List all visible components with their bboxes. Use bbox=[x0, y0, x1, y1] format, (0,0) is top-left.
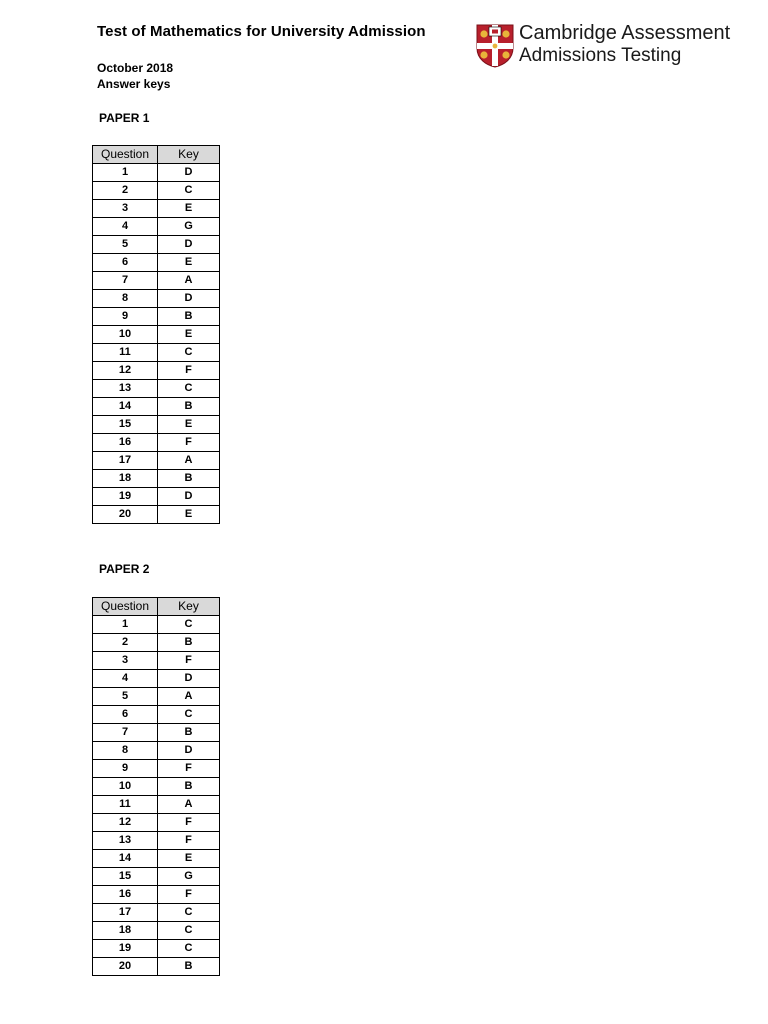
answer-key-cell: E bbox=[158, 200, 220, 218]
answer-key-cell: A bbox=[158, 796, 220, 814]
table-row bbox=[93, 652, 220, 670]
question-number-cell: 7 bbox=[93, 724, 158, 742]
answer-key-cell: B bbox=[158, 958, 220, 976]
question-number-cell: 4 bbox=[93, 670, 158, 688]
question-number-cell: 12 bbox=[93, 814, 158, 832]
answer-key-cell: F bbox=[158, 760, 220, 778]
table-row bbox=[93, 272, 220, 290]
question-number-cell: 19 bbox=[93, 488, 158, 506]
answer-key-cell: G bbox=[158, 868, 220, 886]
answer-key-cell: B bbox=[158, 778, 220, 796]
question-number-cell: 2 bbox=[93, 182, 158, 200]
answer-key-cell: D bbox=[158, 290, 220, 308]
answer-key-cell: C bbox=[158, 940, 220, 958]
table-row bbox=[93, 742, 220, 760]
table-row bbox=[93, 236, 220, 254]
question-number-cell: 6 bbox=[93, 706, 158, 724]
question-number-cell: 17 bbox=[93, 904, 158, 922]
table-row bbox=[93, 164, 220, 182]
question-number-cell: 15 bbox=[93, 416, 158, 434]
answer-key-cell: C bbox=[158, 922, 220, 940]
answer-key-cell: D bbox=[158, 236, 220, 254]
answer-key-cell: B bbox=[158, 724, 220, 742]
question-number-cell: 16 bbox=[93, 434, 158, 452]
answer-key-cell: G bbox=[158, 218, 220, 236]
answer-key-cell: C bbox=[158, 616, 220, 634]
table-row bbox=[93, 182, 220, 200]
question-number-cell: 1 bbox=[93, 616, 158, 634]
question-number-cell: 10 bbox=[93, 778, 158, 796]
question-number-cell: 14 bbox=[93, 398, 158, 416]
table-row bbox=[93, 434, 220, 452]
paper-1-label: PAPER 1 bbox=[99, 111, 150, 125]
paper-2-answer-table bbox=[92, 597, 220, 976]
answer-key-cell: A bbox=[158, 272, 220, 290]
table-row bbox=[93, 200, 220, 218]
answer-key-cell: D bbox=[158, 488, 220, 506]
question-number-cell: 16 bbox=[93, 886, 158, 904]
question-number-cell: 6 bbox=[93, 254, 158, 272]
shield-icon bbox=[476, 24, 514, 68]
question-number-cell: 8 bbox=[93, 742, 158, 760]
table-row bbox=[93, 814, 220, 832]
table-row bbox=[93, 398, 220, 416]
answer-key-cell: A bbox=[158, 452, 220, 470]
table-row bbox=[93, 506, 220, 524]
table-row bbox=[93, 850, 220, 868]
answer-key-cell: B bbox=[158, 470, 220, 488]
question-number-cell: 9 bbox=[93, 760, 158, 778]
table-row bbox=[93, 796, 220, 814]
answer-key-cell: E bbox=[158, 416, 220, 434]
table-row bbox=[93, 688, 220, 706]
table-row bbox=[93, 778, 220, 796]
question-number-cell: 1 bbox=[93, 164, 158, 182]
table-row bbox=[93, 634, 220, 652]
table-row bbox=[93, 290, 220, 308]
answer-key-cell: D bbox=[158, 164, 220, 182]
question-number-cell: 2 bbox=[93, 634, 158, 652]
question-column-header: Question bbox=[93, 146, 158, 164]
question-number-cell: 3 bbox=[93, 200, 158, 218]
answer-key-cell: C bbox=[158, 182, 220, 200]
table-row bbox=[93, 832, 220, 850]
answer-key-cell: B bbox=[158, 398, 220, 416]
table-row bbox=[93, 670, 220, 688]
answer-key-cell: E bbox=[158, 254, 220, 272]
document-title: Test of Mathematics for University Admission bbox=[97, 23, 426, 40]
answer-key-cell: E bbox=[158, 850, 220, 868]
table-row bbox=[93, 380, 220, 398]
answer-key-cell: F bbox=[158, 652, 220, 670]
question-number-cell: 18 bbox=[93, 470, 158, 488]
answer-key-cell: C bbox=[158, 344, 220, 362]
question-number-cell: 18 bbox=[93, 922, 158, 940]
table-row bbox=[93, 452, 220, 470]
question-number-cell: 19 bbox=[93, 940, 158, 958]
answer-key-cell: A bbox=[158, 688, 220, 706]
answer-key-cell: D bbox=[158, 742, 220, 760]
logo-line-1: Cambridge Assessment bbox=[519, 22, 731, 44]
table-row bbox=[93, 616, 220, 634]
table-row bbox=[93, 868, 220, 886]
question-number-cell: 5 bbox=[93, 236, 158, 254]
question-number-cell: 7 bbox=[93, 272, 158, 290]
table-row bbox=[93, 470, 220, 488]
question-number-cell: 20 bbox=[93, 958, 158, 976]
question-number-cell: 10 bbox=[93, 326, 158, 344]
table-row bbox=[93, 940, 220, 958]
question-number-cell: 5 bbox=[93, 688, 158, 706]
question-number-cell: 17 bbox=[93, 452, 158, 470]
question-number-cell: 9 bbox=[93, 308, 158, 326]
answer-key-cell: F bbox=[158, 362, 220, 380]
key-column-header: Key bbox=[158, 146, 220, 164]
table-row bbox=[93, 760, 220, 778]
table-header-row bbox=[93, 146, 220, 164]
answer-key-cell: E bbox=[158, 506, 220, 524]
table-row bbox=[93, 706, 220, 724]
question-column-header: Question bbox=[93, 598, 158, 616]
question-number-cell: 13 bbox=[93, 832, 158, 850]
answer-key-cell: D bbox=[158, 670, 220, 688]
question-number-cell: 8 bbox=[93, 290, 158, 308]
answer-key-cell: E bbox=[158, 326, 220, 344]
answer-key-cell: F bbox=[158, 832, 220, 850]
paper-1-answer-table bbox=[92, 145, 220, 524]
table-row bbox=[93, 958, 220, 976]
table-row bbox=[93, 362, 220, 380]
paper-2-label: PAPER 2 bbox=[99, 562, 150, 576]
table-row bbox=[93, 488, 220, 506]
answer-key-cell: C bbox=[158, 904, 220, 922]
table-row bbox=[93, 922, 220, 940]
question-number-cell: 4 bbox=[93, 218, 158, 236]
logo-line-2: Admissions Testing bbox=[519, 45, 682, 66]
answer-key-cell: C bbox=[158, 706, 220, 724]
table-row bbox=[93, 724, 220, 742]
document-date: October 2018 bbox=[97, 61, 174, 75]
question-number-cell: 11 bbox=[93, 796, 158, 814]
table-row bbox=[93, 886, 220, 904]
answer-key-cell: F bbox=[158, 886, 220, 904]
question-number-cell: 11 bbox=[93, 344, 158, 362]
question-number-cell: 3 bbox=[93, 652, 158, 670]
answer-key-cell: C bbox=[158, 380, 220, 398]
answer-key-cell: B bbox=[158, 308, 220, 326]
table-row bbox=[93, 416, 220, 434]
answer-key-cell: F bbox=[158, 434, 220, 452]
table-row bbox=[93, 218, 220, 236]
answer-key-cell: B bbox=[158, 634, 220, 652]
table-row bbox=[93, 254, 220, 272]
question-number-cell: 15 bbox=[93, 868, 158, 886]
document-subtitle: Answer keys bbox=[97, 77, 171, 91]
cambridge-logo bbox=[476, 24, 746, 68]
question-number-cell: 12 bbox=[93, 362, 158, 380]
question-number-cell: 20 bbox=[93, 506, 158, 524]
table-row bbox=[93, 904, 220, 922]
key-column-header: Key bbox=[158, 598, 220, 616]
question-number-cell: 14 bbox=[93, 850, 158, 868]
table-header-row bbox=[93, 598, 220, 616]
question-number-cell: 13 bbox=[93, 380, 158, 398]
answer-key-cell: F bbox=[158, 814, 220, 832]
table-row bbox=[93, 326, 220, 344]
table-row bbox=[93, 308, 220, 326]
table-row bbox=[93, 344, 220, 362]
